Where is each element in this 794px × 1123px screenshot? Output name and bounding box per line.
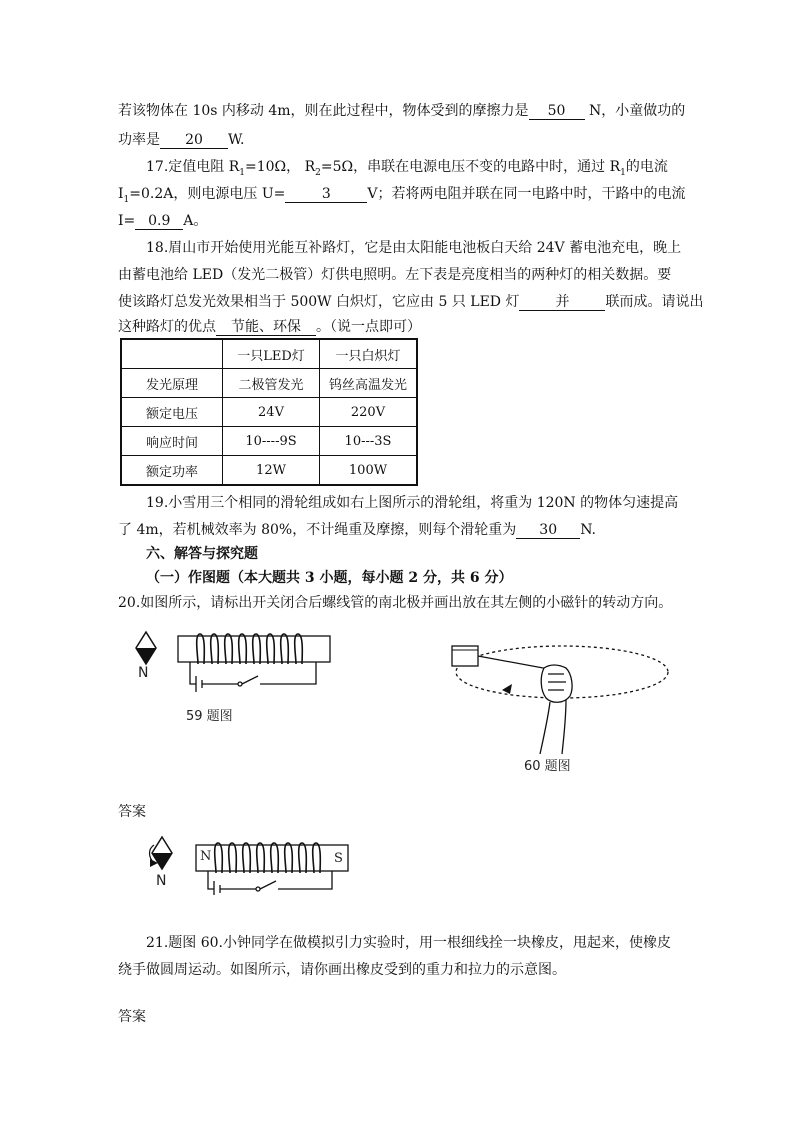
- north-pole-label: N: [200, 849, 212, 864]
- needle-label: N: [138, 665, 149, 681]
- answer-blank: 20: [160, 132, 228, 149]
- section-title: 六、解答与探究题: [146, 546, 258, 562]
- table-cell: 额定电压: [121, 398, 223, 427]
- table-header-cell: [121, 339, 223, 369]
- table-row: [121, 398, 417, 427]
- table-cell: 响应时间: [121, 427, 223, 456]
- hand-icon: [540, 665, 572, 754]
- p17-line1: 17.定值电阻 $R_1=10\Omega$， $R_2=5\Omega$，串联在电源电压不变的电路中时，通过 $R_1$的电流: [146, 159, 668, 178]
- p17-line3: I= 0.9 A。: [118, 213, 208, 229]
- table-header-cell: 一只白炽灯: [320, 339, 418, 369]
- table-row: [121, 369, 417, 398]
- string-line: [478, 656, 554, 670]
- p18-line2: 由蓄电池给 LED（发光二极管）灯供电照明。左下表是亮度相当的两种灯的相关数据。要: [118, 267, 672, 283]
- table-cell: 24V: [223, 398, 320, 427]
- direction-arrow-icon: [502, 684, 512, 694]
- figure-59-caption: 59 题图: [186, 709, 233, 724]
- p18-line4: 这种路灯的优点 节能、环保 。（说一点即可）: [118, 319, 421, 335]
- solenoid-coil-icon: [215, 843, 321, 873]
- eraser-block: [452, 646, 478, 666]
- p16-line1: 若该物体在 10s 内移动 4m，则在此过程中，物体受到的摩擦力是 50 N，小童做功的: [118, 103, 686, 119]
- south-pole-label: S: [334, 851, 343, 866]
- answer-blank: 节能、环保: [216, 319, 316, 336]
- p19-line1: 19.小雪用三个相同的滑轮组成如右上图所示的滑轮组，将重为 120N 的物体匀速提高: [146, 495, 679, 511]
- table-row: [121, 456, 417, 486]
- table-cell: 220V: [320, 398, 418, 427]
- p18-line3: 使该路灯总发光效果相当于 500W 白炽灯，它应由 5 只 LED 灯 并 联而成。请说出: [118, 294, 704, 310]
- p20-text: 20.如图所示，请标出开关闭合后螺线管的南北极并画出放在其左侧的小磁针的转动方向。: [118, 595, 673, 611]
- answer-blank: 0.9: [135, 213, 183, 230]
- solenoid-coil-icon: [197, 634, 303, 664]
- circuit-wire: [190, 662, 316, 692]
- section-subtitle: （一）作图题（本大题共 3 小题，每小题 2 分，共 6 分）: [146, 570, 513, 586]
- compass-needle-icon: [136, 632, 156, 664]
- answer-label: 答案: [118, 1009, 146, 1025]
- lamp-comparison-table: [120, 338, 418, 486]
- p17-line2: $I_1=0.2A$，则电源电压 U= 3 V；若将两电阻并联在同一电路中时，干路中的电流: [118, 186, 686, 205]
- answer-blank: 3: [285, 186, 367, 203]
- p16-line2: 功率是 20 W.: [118, 132, 245, 148]
- table-header-row: [121, 339, 417, 369]
- answer-blank: 30: [516, 522, 580, 539]
- solenoid-figure-59: [128, 628, 348, 708]
- table-cell: 100W: [320, 456, 418, 486]
- table-header-cell: 一只LED灯: [223, 339, 320, 369]
- answer-blank: 并: [519, 294, 605, 311]
- table-row: [121, 427, 417, 456]
- answer-needle-label: N: [156, 873, 167, 889]
- answer-blank: 50: [529, 103, 585, 120]
- p21-line1: 21.题图 60.小钟同学在做模拟引力实验时，用一根细线拴一块橡皮，甩起来，使橡皮: [146, 935, 671, 951]
- table-cell: 钨丝高温发光: [320, 369, 418, 398]
- figure-60-caption: 60 题图: [524, 759, 571, 774]
- circular-motion-figure-60: [440, 628, 680, 758]
- p18-line1: 18.眉山市开始使用光能互补路灯，它是由太阳能电池板白天给 24V 蓄电池充电，晚上: [146, 240, 682, 256]
- table-cell: 发光原理: [121, 369, 223, 398]
- answer-label: 答案: [118, 804, 146, 820]
- table-cell: 10---3S: [320, 427, 418, 456]
- p21-line2: 绕手做圆周运动。如图所示，请你画出橡皮受到的重力和拉力的示意图。: [118, 962, 566, 978]
- circuit-wire: [208, 871, 332, 895]
- table-cell: 12W: [223, 456, 320, 486]
- answer-solenoid-figure: [136, 835, 356, 895]
- table-cell: 二极管发光: [223, 369, 320, 398]
- table-cell: 10----9S: [223, 427, 320, 456]
- p19-line2: 了 4m，若机械效率为 80%，不计绳重及摩擦，则每个滑轮重为 30 N.: [118, 522, 597, 538]
- table-cell: 额定功率: [121, 456, 223, 486]
